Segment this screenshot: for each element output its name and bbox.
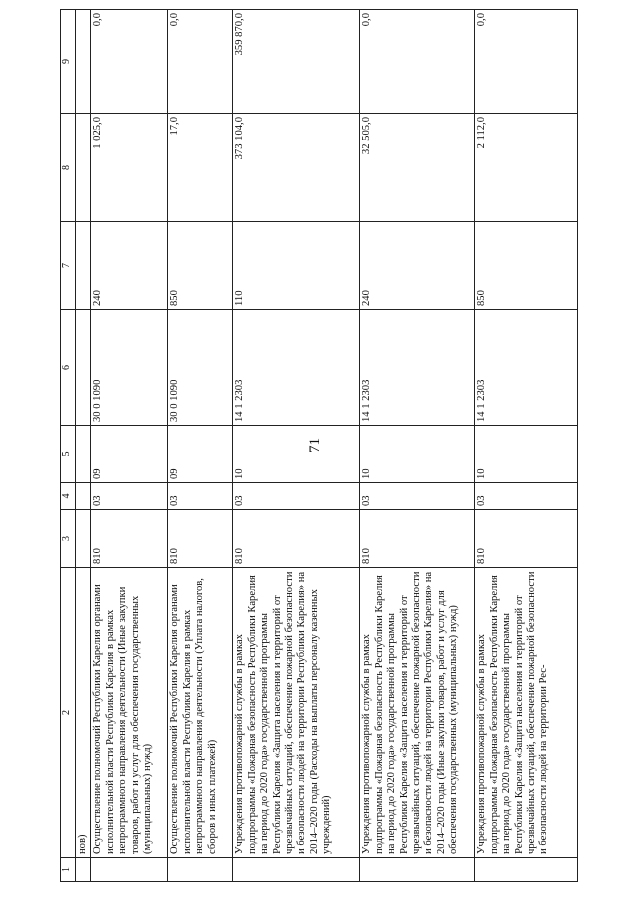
section-code-cell: 03 (168, 483, 233, 510)
header-cell-1: 1 (61, 858, 76, 882)
expense-type-cell: 240 (91, 222, 168, 310)
subsection-code-cell: 09 (168, 426, 233, 483)
expense-type-cell (76, 222, 91, 310)
expense-name-cell: Осуществление полномочий Республики Карелия органами исполнительной власти Республики Карелия в рамках непрограммного направления деятельности (Уплата налогов, сборов и иных платежей) (168, 568, 233, 858)
section-code-cell: 03 (475, 483, 578, 510)
amount-cell: 373 104,0 (233, 114, 360, 222)
table-row (168, 10, 233, 882)
expense-name-cell: Учреждения противопожарной службы в рамках подпрограммы «Пожарная безопасность Республики Карелия на период до 2020 года» государственной программы Республики Карелия «Защита населения и территорий от чрезвычайных ситуаций, обеспечение пожарной безопасности и безопасности людей на территории Республики Карелия» на 2014–2020 годы (Иные закупки товаров, работ и услуг для обеспечения государственных (муниципальных) нужд) (360, 568, 475, 858)
page-number: 71 (307, 438, 323, 453)
subsection-code-cell: 09 (91, 426, 168, 483)
subsection-code-cell (76, 426, 91, 483)
row-index-cell (168, 858, 233, 882)
subvention-amount-cell: 0,0 (168, 10, 233, 114)
row-index-cell (360, 858, 475, 882)
subvention-amount-cell: 0,0 (91, 10, 168, 114)
table-row (91, 10, 168, 882)
ministry-code-cell: 810 (168, 510, 233, 568)
section-code-cell (76, 483, 91, 510)
subsection-code-cell: 10 (360, 426, 475, 483)
subvention-amount-cell: 359 870,0 (233, 10, 360, 114)
expense-type-cell: 850 (168, 222, 233, 310)
ministry-code-cell: 810 (475, 510, 578, 568)
subsection-code-cell: 10 (475, 426, 578, 483)
ministry-code-cell: 810 (233, 510, 360, 568)
table-row (233, 10, 360, 882)
table-row (475, 10, 578, 882)
amount-cell: 17,0 (168, 114, 233, 222)
header-row (61, 10, 76, 882)
amount-cell: 32 505,0 (360, 114, 475, 222)
subvention-amount-cell: 0,0 (360, 10, 475, 114)
ministry-code-cell: 810 (91, 510, 168, 568)
amount-cell: 2 112,0 (475, 114, 578, 222)
expense-name-cell: Осуществление полномочий Республики Карелия органами исполнительной власти Республики Карелия в рамках непрограммного направления деятельности (Иные закупки товаров, работ и услуг для обеспечения государственных (муниципальных) нужд) (91, 568, 168, 858)
expense-name-cell: Учреждения противопожарной службы в рамках подпрограммы «Пожарная безопасность Республики Карелия на период до 2020 года» государственной программы Республики Карелия «Защита населения и территорий от чрезвычайных ситуаций, обеспечение пожарной безопасности и безопасности людей на территории Рес- (475, 568, 578, 858)
header-cell-8: 8 (61, 114, 76, 222)
subvention-amount-cell: 0,0 (475, 10, 578, 114)
target-article-cell: 14 1 2303 (475, 310, 578, 426)
amount-cell: 1 025,0 (91, 114, 168, 222)
subvention-amount-cell (76, 10, 91, 114)
section-code-cell: 03 (360, 483, 475, 510)
expense-type-cell: 850 (475, 222, 578, 310)
target-article-cell: 30 0 1090 (168, 310, 233, 426)
expense-type-cell: 110 (233, 222, 360, 310)
ministry-code-cell: 810 (360, 510, 475, 568)
expense-name-cell: нов) (76, 568, 91, 858)
budget-table (60, 9, 578, 882)
expense-type-cell: 240 (360, 222, 475, 310)
header-cell-7: 7 (61, 222, 76, 310)
section-code-cell: 03 (91, 483, 168, 510)
row-index-cell (91, 858, 168, 882)
header-cell-9: 9 (61, 10, 76, 114)
header-cell-4: 4 (61, 483, 76, 510)
table-row (76, 10, 91, 882)
section-code-cell: 03 (233, 483, 360, 510)
header-cell-5: 5 (61, 426, 76, 483)
table-row (360, 10, 475, 882)
target-article-cell: 14 1 2303 (233, 310, 360, 426)
target-article-cell (76, 310, 91, 426)
header-cell-2: 2 (61, 568, 76, 858)
subsection-code-cell: 10 (233, 426, 360, 483)
budget-table-rotated (60, 10, 640, 882)
expense-name-cell: Учреждения противопожарной службы в рамках подпрограммы «Пожарная безопасность Республики Карелия на период до 2020 года» государственной программы Республики Карелия «Защита населения и территорий от чрезвычайных ситуаций, обеспечение пожарной безопасности и безопасности людей на территории Республики Карелия» на 2014–2020 годы (Расходы на выплаты персоналу казенных учреждений) (233, 568, 360, 858)
row-index-cell (233, 858, 360, 882)
amount-cell (76, 114, 91, 222)
target-article-cell: 30 0 1090 (91, 310, 168, 426)
header-cell-6: 6 (61, 310, 76, 426)
row-index-cell (76, 858, 91, 882)
row-index-cell (475, 858, 578, 882)
target-article-cell: 14 1 2303 (360, 310, 475, 426)
header-cell-3: 3 (61, 510, 76, 568)
ministry-code-cell (76, 510, 91, 568)
